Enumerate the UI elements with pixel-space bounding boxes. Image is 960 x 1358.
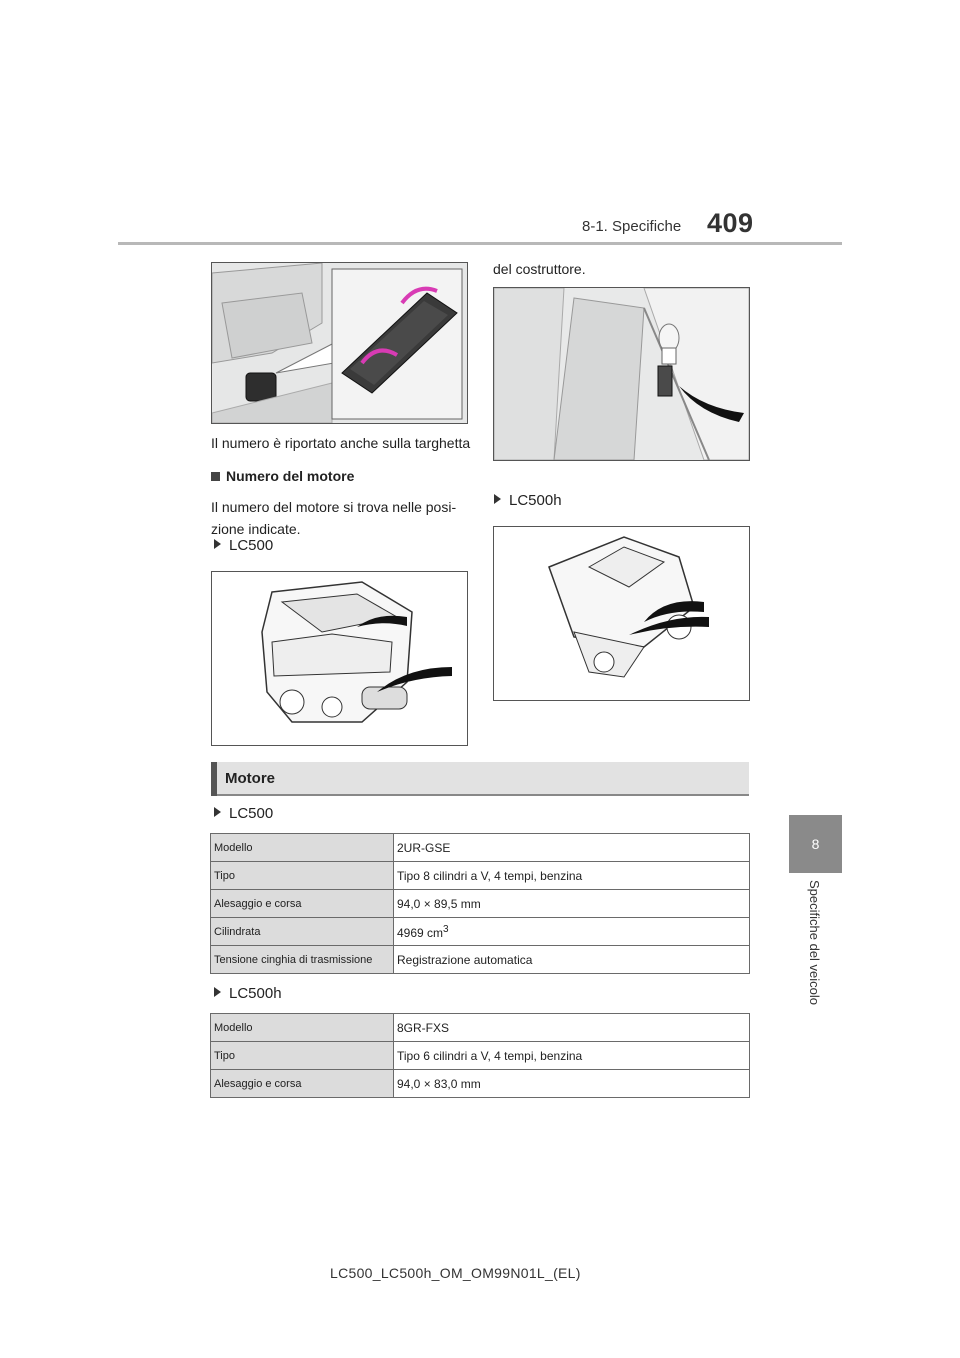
table-key: Modello — [211, 834, 394, 862]
table-label-lc500h: LC500h — [214, 985, 282, 1002]
table-value: 94,0 × 83,0 mm — [394, 1070, 750, 1098]
square-bullet-icon — [211, 472, 220, 481]
section-header-motore — [211, 762, 749, 796]
triangle-bullet-icon — [214, 539, 221, 549]
triangle-bullet-icon — [494, 494, 501, 504]
triangle-bullet-icon — [214, 987, 221, 997]
table-row — [211, 918, 750, 946]
continuation-text: del costruttore. — [493, 261, 586, 277]
table-row — [211, 834, 750, 862]
table-value: 8GR-FXS — [394, 1014, 750, 1042]
plate-caption: Il numero è riportato anche sulla targhetta — [211, 435, 471, 451]
chapter-side-label — [806, 880, 826, 1010]
engine-number-heading: Numero del motore — [211, 468, 354, 484]
table-row — [211, 890, 750, 918]
table-value: Tipo 8 cilindri a V, 4 tempi, benzina — [394, 862, 750, 890]
spec-table-lc500h — [210, 1013, 750, 1098]
table-row — [211, 1042, 750, 1070]
header-rule — [118, 242, 842, 245]
table-key: Cilindrata — [211, 918, 394, 946]
lc500-engine-illustration — [211, 571, 468, 746]
table-key: Modello — [211, 1014, 394, 1042]
model-label-lc500h: LC500h — [494, 492, 562, 509]
table-key: Tipo — [211, 1042, 394, 1070]
table-key: Alesaggio e corsa — [211, 890, 394, 918]
document-code: LC500_LC500h_OM_OM99N01L_(EL) — [330, 1265, 581, 1281]
table-value: 2UR-GSE — [394, 834, 750, 862]
chapter-number: 8 — [811, 836, 820, 852]
lc500h-engine-illustration — [493, 526, 750, 701]
table-key: Tensione cinghia di trasmissione — [211, 946, 394, 974]
table-row — [211, 1070, 750, 1098]
table-label-lc500: LC500 — [214, 805, 273, 822]
section-title-motore: Motore — [225, 770, 275, 787]
table-row — [211, 862, 750, 890]
table-value: 4969 $cm^3$ — [394, 918, 750, 946]
table-key: Tipo — [211, 862, 394, 890]
table-row — [211, 1014, 750, 1042]
table-key: Alesaggio e corsa — [211, 1070, 394, 1098]
section-title: 8-1. Specifiche — [582, 218, 682, 235]
chapter-tab[interactable] — [789, 815, 842, 873]
section-accent — [211, 762, 217, 796]
spec-table-lc500 — [210, 833, 750, 974]
table-value: Registrazione automatica — [394, 946, 750, 974]
page-number: 409 — [707, 208, 754, 238]
table-value: 94,0 × 89,5 mm — [394, 890, 750, 918]
table-row — [211, 946, 750, 974]
door-pillar-illustration — [493, 287, 750, 461]
plate-cover-illustration — [211, 262, 468, 424]
engine-number-text: Il numero del motore si trova nelle posi- zione indicate. — [211, 499, 457, 537]
table-value: Tipo 6 cilindri a V, 4 tempi, benzina — [394, 1042, 750, 1070]
chapter-title: Specifiche del veicolo — [807, 880, 822, 1006]
triangle-bullet-icon — [214, 807, 221, 817]
model-label-lc500: LC500 — [214, 537, 273, 554]
